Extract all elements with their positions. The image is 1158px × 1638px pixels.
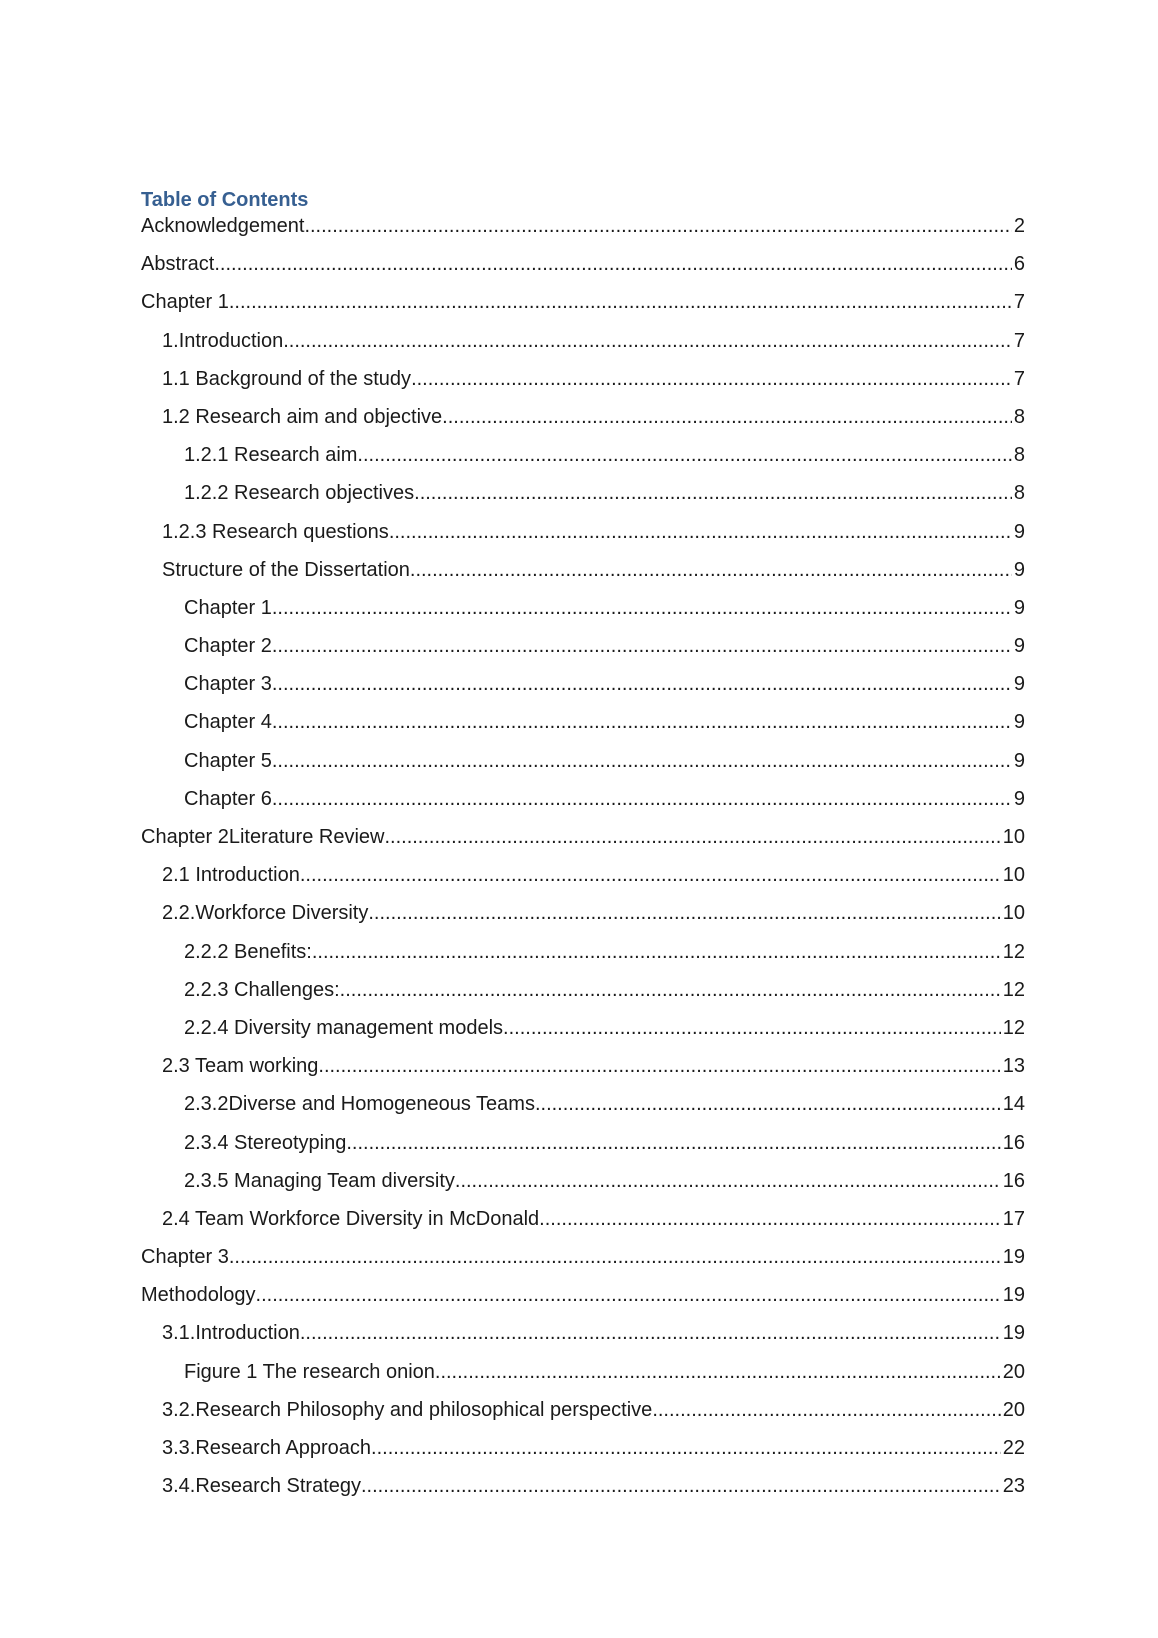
toc-entry-row xyxy=(141,749,1025,773)
toc-dot-leader xyxy=(272,672,1012,696)
toc-entry-text: Structure of the Dissertation xyxy=(162,558,410,581)
toc-entry-row xyxy=(141,596,1025,620)
toc-entry-row xyxy=(141,1016,1025,1040)
toc-entry-text: 2.3.5 Managing Team diversity xyxy=(184,1169,455,1192)
toc-dot-leader xyxy=(283,329,1012,353)
toc-entry-text: 2.2.Workforce Diversity xyxy=(162,902,369,925)
toc-dot-leader xyxy=(389,520,1012,544)
toc-entry-row xyxy=(141,1474,1025,1498)
toc-entry-text: 2.3 Team working xyxy=(162,1055,319,1078)
toc-page-number: 23 xyxy=(1002,1475,1025,1498)
toc-dot-leader xyxy=(652,1398,1000,1422)
toc-entry-row xyxy=(141,1436,1025,1460)
toc-page-number: 19 xyxy=(1002,1246,1025,1269)
toc-entry-text: Chapter 1 xyxy=(141,291,229,314)
toc-entry[interactable] xyxy=(141,863,1025,901)
toc-entry-text: Chapter 3 xyxy=(184,673,272,696)
toc-entry-text: 2.3.2Diverse and Homogeneous Teams xyxy=(184,1093,535,1116)
toc-page-number: 16 xyxy=(1002,1131,1025,1154)
toc-entry[interactable] xyxy=(141,787,1025,825)
toc-dot-leader xyxy=(539,1207,1001,1231)
toc-entry-text: Chapter 5 xyxy=(184,749,272,772)
toc-page-number: 10 xyxy=(1002,826,1025,848)
toc-entry[interactable] xyxy=(141,825,1025,863)
toc-entry[interactable] xyxy=(141,520,1025,558)
toc-entry[interactable] xyxy=(141,634,1025,672)
toc-page-number: 19 xyxy=(1002,1284,1025,1307)
toc-entry-row xyxy=(141,1321,1025,1345)
toc-entry-row xyxy=(141,1245,1025,1269)
toc-dot-leader xyxy=(229,290,1012,314)
toc-dot-leader xyxy=(312,940,1001,964)
toc-entry-row xyxy=(141,634,1025,658)
toc-entry-row xyxy=(141,787,1025,811)
toc-dot-leader xyxy=(340,978,1001,1002)
toc-entry[interactable] xyxy=(141,1131,1025,1169)
toc-entry-number: 1. xyxy=(162,329,179,352)
toc-entry[interactable] xyxy=(141,1245,1025,1283)
toc-entry[interactable] xyxy=(141,481,1025,519)
toc-entry-text: Chapter 2Literature Review xyxy=(141,826,385,848)
toc-entry-text: 2.2.2 Benefits: xyxy=(184,940,312,963)
toc-page-number: 10 xyxy=(1002,864,1025,887)
toc-dot-leader xyxy=(272,710,1012,734)
toc-dot-leader xyxy=(214,252,1012,276)
toc-dot-leader xyxy=(272,596,1012,620)
toc-dot-leader xyxy=(361,1474,1001,1498)
toc-entry-row xyxy=(141,1169,1025,1193)
toc-page-number: 9 xyxy=(1013,749,1025,772)
toc-page-number: 9 xyxy=(1013,520,1025,543)
toc-dot-leader xyxy=(229,1245,1001,1269)
toc-page-number: 8 xyxy=(1013,482,1025,505)
toc-entry[interactable] xyxy=(141,1360,1025,1398)
toc-entry[interactable] xyxy=(141,672,1025,710)
toc-entry-text: 1.2 Research aim and objective xyxy=(162,405,443,428)
toc-entry-row xyxy=(141,825,1025,849)
toc-entry-text: 2.2.4 Diversity management models xyxy=(184,1016,504,1039)
toc-entry-row xyxy=(141,1283,1025,1307)
toc-entry[interactable] xyxy=(141,1169,1025,1207)
toc-list xyxy=(141,214,1025,1512)
toc-dot-leader xyxy=(535,1092,1001,1116)
toc-dot-leader xyxy=(414,481,1012,505)
toc-page-number: 22 xyxy=(1002,1437,1025,1459)
toc-dot-leader xyxy=(304,214,1011,238)
toc-entry-row xyxy=(141,672,1025,696)
toc-page-number: 7 xyxy=(1013,329,1025,352)
toc-entry-row xyxy=(141,1054,1025,1078)
toc-page-number: 8 xyxy=(1013,444,1025,467)
toc-entry[interactable] xyxy=(141,367,1025,405)
toc-entry-text: Research Philosophy and philosophical perspective xyxy=(195,1398,653,1421)
toc-page-number: 7 xyxy=(1013,291,1025,314)
toc-entry-number: 3.3. xyxy=(162,1437,196,1459)
toc-page-number: 16 xyxy=(1002,1169,1025,1192)
toc-entry-row xyxy=(141,1092,1025,1116)
toc-page-number: 17 xyxy=(1002,1207,1025,1230)
toc-entry-row xyxy=(141,710,1025,734)
toc-entry[interactable] xyxy=(141,901,1025,939)
toc-title: Table of Contents xyxy=(141,189,309,211)
toc-entry[interactable] xyxy=(141,710,1025,748)
toc-entry[interactable] xyxy=(141,290,1025,328)
table-of-contents xyxy=(141,186,1025,1512)
toc-dot-leader xyxy=(503,1016,1001,1040)
toc-dot-leader xyxy=(371,1436,1001,1460)
toc-dot-leader xyxy=(384,825,1000,849)
toc-dot-leader xyxy=(368,901,1000,925)
toc-entry-text: Figure 1 The research onion xyxy=(184,1360,435,1383)
toc-entry-text: 2.3.4 Stereotyping xyxy=(184,1131,347,1154)
toc-page-number: 9 xyxy=(1013,711,1025,734)
toc-page-number: 19 xyxy=(1002,1322,1025,1345)
toc-page-number: 12 xyxy=(1002,978,1025,1001)
toc-page-number: 9 xyxy=(1013,635,1025,658)
toc-entry-text: Chapter 1 xyxy=(184,596,272,619)
toc-dot-leader xyxy=(272,749,1012,773)
toc-entry[interactable] xyxy=(141,596,1025,634)
toc-dot-leader xyxy=(272,634,1012,658)
toc-entry-text: Chapter 2 xyxy=(184,635,272,658)
toc-page-number: 14 xyxy=(1002,1093,1025,1116)
toc-page-number: 7 xyxy=(1013,367,1025,390)
toc-page-number: 8 xyxy=(1013,405,1025,428)
toc-entry[interactable] xyxy=(141,1436,1025,1474)
toc-entry[interactable] xyxy=(141,558,1025,596)
toc-page-number: 6 xyxy=(1013,253,1025,276)
toc-entry-text: 1.2.2 Research objectives xyxy=(184,482,415,505)
toc-page-number: 9 xyxy=(1013,558,1025,581)
toc-entry-text: Acknowledgement xyxy=(141,215,305,237)
toc-entry-text: 1.2.1 Research aim xyxy=(184,444,358,467)
toc-entry-row xyxy=(141,443,1025,467)
toc-entry-text: Introduction xyxy=(195,1322,300,1345)
toc-entry-row xyxy=(141,558,1025,582)
toc-page-number: 12 xyxy=(1002,940,1025,963)
toc-entry-row xyxy=(141,1131,1025,1155)
toc-entry[interactable] xyxy=(141,978,1025,1016)
toc-dot-leader xyxy=(318,1054,1000,1078)
toc-entry-row xyxy=(141,367,1025,391)
toc-entry-row xyxy=(141,329,1025,353)
toc-entry-text: Research Strategy xyxy=(195,1475,361,1498)
toc-dot-leader xyxy=(346,1131,1000,1155)
toc-entry-row xyxy=(141,520,1025,544)
toc-entry[interactable] xyxy=(141,329,1025,367)
toc-entry[interactable] xyxy=(141,1321,1025,1359)
toc-dot-leader xyxy=(300,863,1001,887)
toc-entry[interactable] xyxy=(141,405,1025,443)
toc-entry[interactable] xyxy=(141,1474,1025,1512)
toc-entry-number: 3.2. xyxy=(162,1398,196,1421)
toc-entry-number: 3.1. xyxy=(162,1322,196,1345)
toc-dot-leader xyxy=(442,405,1012,429)
toc-entry-text: 2.1 Introduction xyxy=(162,864,300,887)
toc-dot-leader xyxy=(410,558,1012,582)
toc-page-number: 9 xyxy=(1013,596,1025,619)
toc-page-number: 12 xyxy=(1002,1016,1025,1039)
toc-entry-text: Chapter 6 xyxy=(184,787,272,810)
toc-entry[interactable] xyxy=(141,443,1025,481)
toc-dot-leader xyxy=(411,367,1012,391)
toc-entry-text: Abstract xyxy=(141,253,215,276)
toc-entry-text: 2.2.3 Challenges: xyxy=(184,978,340,1001)
toc-entry-text: 1.1 Background of the study xyxy=(162,367,412,390)
toc-entry[interactable] xyxy=(141,214,1025,252)
toc-entry[interactable] xyxy=(141,940,1025,978)
toc-dot-leader xyxy=(256,1283,1001,1307)
toc-page-number: 9 xyxy=(1013,673,1025,696)
toc-entry-text: Research Approach xyxy=(195,1437,372,1459)
toc-entry-row xyxy=(141,214,1025,238)
toc-entry-row xyxy=(141,978,1025,1002)
toc-dot-leader xyxy=(300,1321,1001,1345)
toc-page-number: 20 xyxy=(1002,1360,1025,1383)
toc-entry[interactable] xyxy=(141,252,1025,290)
toc-entry-text: Introduction xyxy=(178,329,284,352)
toc-page-number: 2 xyxy=(1013,215,1025,237)
toc-entry-text: Chapter 4 xyxy=(184,711,272,734)
toc-entry-row xyxy=(141,863,1025,887)
toc-entry-text: 1.2.3 Research questions xyxy=(162,520,389,543)
toc-page-number: 13 xyxy=(1002,1055,1025,1078)
toc-entry[interactable] xyxy=(141,1283,1025,1321)
toc-dot-leader xyxy=(455,1169,1001,1193)
toc-entry-row xyxy=(141,1360,1025,1384)
toc-page-number: 20 xyxy=(1002,1398,1025,1421)
toc-page-number: 10 xyxy=(1002,902,1025,925)
toc-entry-row xyxy=(141,252,1025,276)
toc-entry-row xyxy=(141,940,1025,964)
toc-entry[interactable] xyxy=(141,1054,1025,1092)
toc-entry-row xyxy=(141,481,1025,505)
toc-entry-text: Methodology xyxy=(141,1284,256,1307)
toc-entry[interactable] xyxy=(141,1398,1025,1436)
toc-entry-number: 3.4. xyxy=(162,1475,196,1498)
toc-page-number: 9 xyxy=(1013,787,1025,810)
toc-entry[interactable] xyxy=(141,1207,1025,1245)
toc-dot-leader xyxy=(435,1360,1001,1384)
toc-entry-row xyxy=(141,290,1025,314)
toc-entry-row xyxy=(141,1207,1025,1231)
toc-entry-text: 2.4 Team Workforce Diversity in McDonald xyxy=(162,1207,540,1230)
toc-dot-leader xyxy=(272,787,1012,811)
toc-dot-leader xyxy=(357,443,1011,467)
toc-entry-row xyxy=(141,901,1025,925)
toc-entry[interactable] xyxy=(141,1092,1025,1130)
toc-entry-row xyxy=(141,1398,1025,1422)
toc-entry-text: Chapter 3 xyxy=(141,1246,229,1269)
toc-entry[interactable] xyxy=(141,1016,1025,1054)
toc-entry[interactable] xyxy=(141,749,1025,787)
toc-entry-row xyxy=(141,405,1025,429)
